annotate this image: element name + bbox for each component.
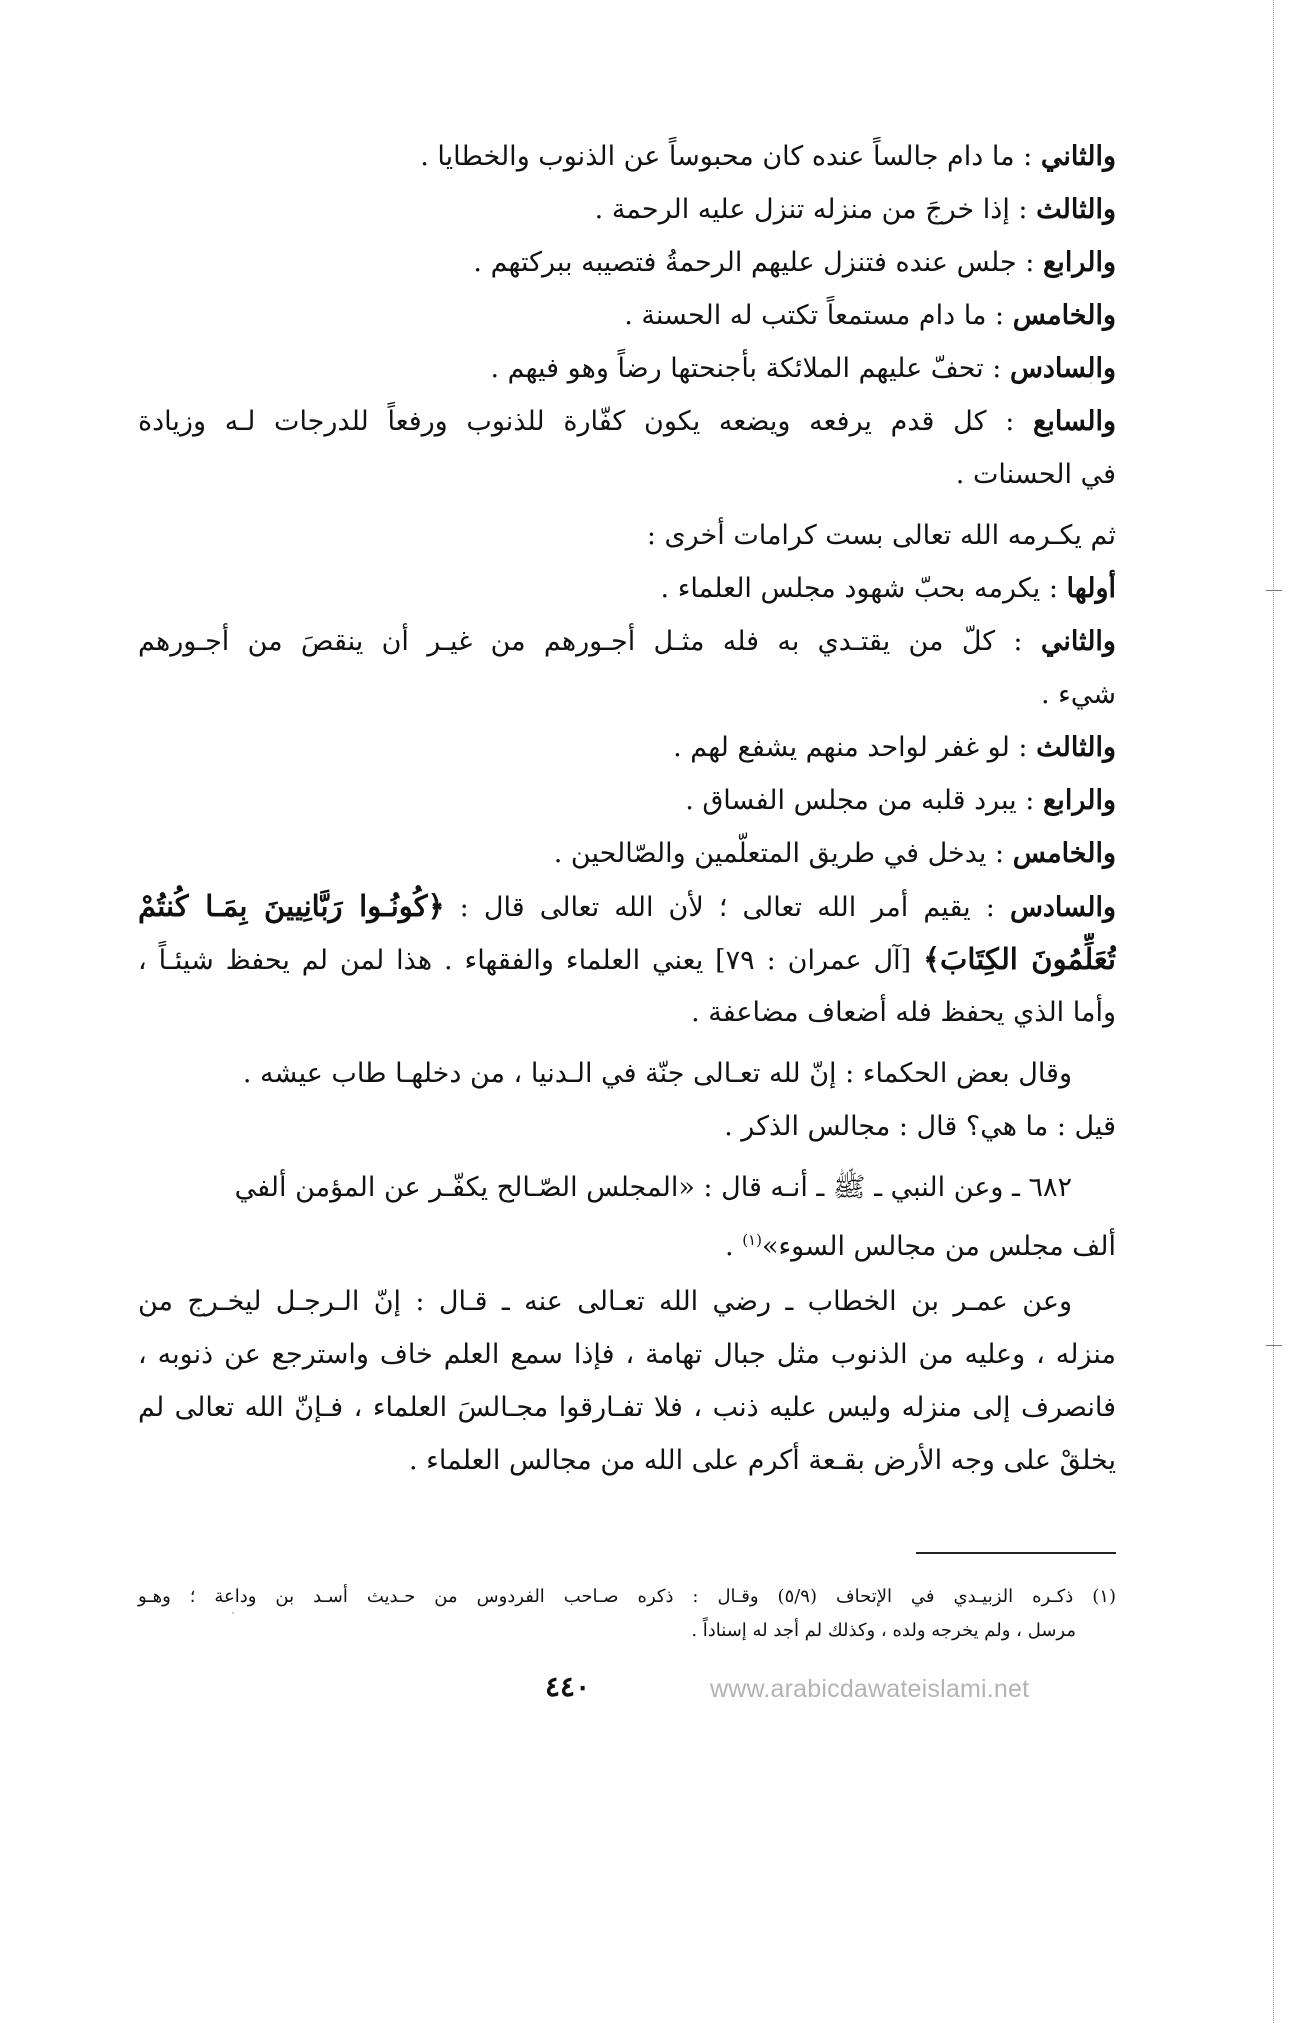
text-line bbox=[138, 1100, 1116, 1153]
item-label: والرابع bbox=[1042, 785, 1116, 816]
text-line bbox=[138, 1434, 1116, 1487]
item-label: والخامس bbox=[1012, 300, 1116, 331]
line-text: : يقيم أمر الله تعالى ؛ لأن الله تعالى قال : bbox=[459, 892, 995, 923]
line-text: : لو غفر لواحد منهم يشفع لهم . bbox=[673, 732, 1028, 763]
line-text: : يبرد قلبه من مجلس الفساق . bbox=[685, 785, 1035, 816]
footnote-reference: (١) bbox=[742, 1231, 762, 1249]
item-label: والرابع bbox=[1042, 247, 1116, 278]
item-label: والخامس bbox=[1012, 838, 1116, 869]
line-text: : كلّ من يقتـدي به فله مثـل أجـورهم من غيـر أن ينقصَ من أجـورهم bbox=[138, 626, 1023, 657]
text-line bbox=[138, 183, 1116, 236]
item-label: أولها bbox=[1066, 573, 1116, 604]
page-number: ٤٤٠ bbox=[545, 1670, 591, 1703]
item-label: والسابع bbox=[1033, 406, 1116, 437]
line-text: في الحسنات . bbox=[955, 459, 1116, 490]
text-line bbox=[138, 827, 1116, 880]
line-text: : كل قدم يرفعه ويضعه يكون كفّارة للذنوب ورفعاً للدرجات لـه وزيادة bbox=[138, 406, 1015, 437]
item-label: والسادس bbox=[1009, 892, 1116, 923]
line-text: : إذا خرجَ من منزله تنزل عليه الرحمة . bbox=[594, 194, 1028, 225]
text-line bbox=[138, 395, 1116, 448]
line-text: قيل : ما هي؟ قال : مجالس الذكر . bbox=[724, 1111, 1116, 1142]
line-text: يخلقْ على وجه الأرض بقـعة أكرم على الله من مجالس العلماء . bbox=[409, 1445, 1116, 1476]
line-text: فانصرف إلى منزله وليس عليه ذنب ، فلا تفـارقوا مجـالسَ العلماء ، فـإنّ الله تعالى لم bbox=[138, 1392, 1116, 1423]
item-label: والثالث bbox=[1036, 194, 1116, 225]
text-line bbox=[138, 562, 1116, 615]
item-label: والثاني bbox=[1040, 141, 1116, 172]
text-line bbox=[138, 1328, 1116, 1381]
footnote-line: (١) ذكـره الزبيـدي في الإتحاف (٥/٩) وقـال : ذكره صـاحب الفردوس من حـديث أسـد بن وداعة ؛ وهـو bbox=[138, 1586, 1116, 1607]
line-text: وأما الذي يحفظ فله أضعاف مضاعفة . bbox=[691, 997, 1116, 1028]
line-text: وقال بعض الحكماء : إنّ لله تعـالى جنّة في الـدنيا ، من دخلهـا طاب عيشه . bbox=[242, 1058, 1072, 1089]
line-text: : ما دام جالساً عنده كان محبوساً عن الذنوب والخطايا . bbox=[420, 141, 1033, 172]
text-line bbox=[138, 236, 1116, 289]
line-text: : جلس عنده فتنزل عليهم الرحمةُ فتصيبه ببركتهم . bbox=[473, 247, 1035, 278]
line-text: [آل عمران : ٧٩] يعني العلماء والفقهاء . هذا لمن لم يحفظ شيئـاً ، bbox=[138, 945, 912, 976]
item-label: والثاني bbox=[1040, 626, 1116, 657]
text-line bbox=[138, 1047, 1116, 1100]
text-line bbox=[138, 342, 1116, 395]
item-label: والثالث bbox=[1036, 732, 1116, 763]
line-text: منزله ، وعليه من الذنوب مثل جبال تهامة ، فإذا سمع العلم خاف واسترجع عن ذنوبه ، bbox=[138, 1339, 1116, 1370]
line-text: : يكرمه بحبّ شهود مجلس العلماء . bbox=[660, 573, 1058, 604]
text-line bbox=[138, 289, 1116, 342]
text-line bbox=[138, 986, 1116, 1039]
quran-verse: ﴿كُونُـوا رَبَّانِيينَ بِمَـا كُنتُمْ bbox=[138, 889, 445, 923]
hadith-line bbox=[138, 1214, 1116, 1267]
text-line bbox=[138, 933, 1116, 986]
line-text: ثم يكـرمه الله تعالى بست كرامات أخرى : bbox=[646, 520, 1116, 551]
text-line bbox=[138, 721, 1116, 774]
footnote bbox=[138, 1580, 1116, 1648]
text-line bbox=[138, 509, 1116, 562]
body-text bbox=[138, 130, 1116, 1487]
watermark: www.arabicdawateislami.net bbox=[710, 1675, 1030, 1703]
line-text: شيء . bbox=[1041, 679, 1116, 710]
scan-edge-line bbox=[1273, 0, 1274, 2023]
quran-verse: تُعَلِّمُونَ الكِتَابَ﴾ bbox=[923, 942, 1116, 976]
item-label: والسادس bbox=[1009, 353, 1116, 384]
line-text: ٦٨٢ ـ وعن النبي ـ ﷺ ـ أنـه قال : «المجلس الصّـالح يكفّـر عن المؤمن ألفي bbox=[234, 1172, 1072, 1203]
text-line bbox=[138, 1275, 1116, 1328]
text-line bbox=[138, 130, 1116, 183]
line-text: : يدخل في طريق المتعلّمين والصّالحين . bbox=[553, 838, 1005, 869]
scan-edge-tick bbox=[1266, 590, 1282, 591]
text-line bbox=[138, 615, 1116, 668]
line-text: : ما دام مستمعاً تكتب له الحسنة . bbox=[624, 300, 1005, 331]
text-line bbox=[138, 880, 1116, 933]
text-line bbox=[138, 668, 1116, 721]
scan-edge-tick bbox=[1266, 1345, 1282, 1346]
line-text: : تحفّ عليهم الملائكة بأجنحتها رضاً وهو فيهم . bbox=[490, 353, 1002, 384]
footnote-separator bbox=[916, 1552, 1116, 1554]
line-text: ألف مجلس من مجالس السوء» bbox=[761, 1231, 1116, 1262]
text-line bbox=[138, 1381, 1116, 1434]
text-line bbox=[138, 774, 1116, 827]
line-text: . bbox=[725, 1231, 743, 1262]
hadith-line bbox=[138, 1161, 1116, 1214]
text-line bbox=[138, 448, 1116, 501]
line-text: وعن عمـر بن الخطاب ـ رضي الله تعـالى عنه ـ قـال : إنّ الـرجـل ليخـرج من bbox=[138, 1286, 1072, 1317]
footnote-line: مرسل ، ولم يخرجه ولده ، وكذلك لم أجد له إسناداً . bbox=[691, 1620, 1076, 1641]
